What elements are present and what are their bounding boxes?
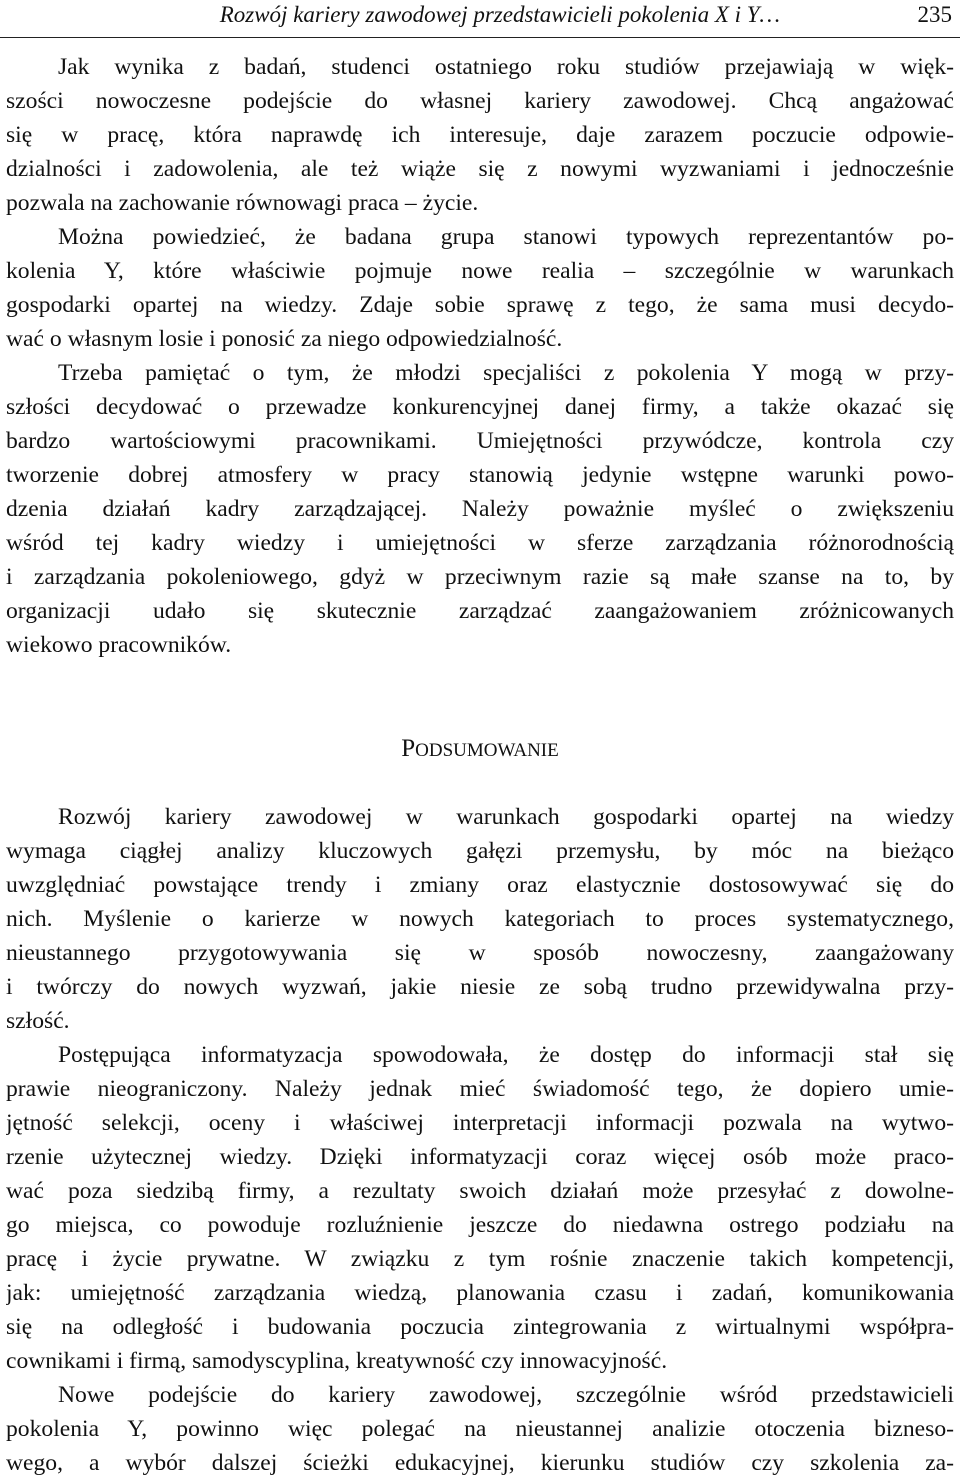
- text-line: i twórczy do nowych wyzwań, jakie niesie ze sobą trudno przewidywalna przy-: [6, 974, 954, 1000]
- text-line: się na odległość i budowania poczucia zintegrowania z wirtualnymi współpra-: [6, 1314, 954, 1340]
- text-line: wymaga ciągłej analizy kluczowych gałęzi przemysłu, by móc na bieżąco: [6, 838, 954, 864]
- text-line: prawie nieograniczony. Należy jednak mieć świadomość tego, że dopiero umie-: [6, 1076, 954, 1102]
- text-line: organizacji udało się skutecznie zarządzać zaangażowaniem zróżnicowanych: [6, 598, 954, 624]
- text-line: wać poza siedzibą firmy, a rezultaty swoich działań może przesyłać z dowolne-: [6, 1178, 954, 1204]
- running-header: [0, 0, 960, 38]
- text-line: szłości decydować o przewadze konkurencyjnej danej firmy, a także okazać się: [6, 394, 954, 420]
- body-text-top: [6, 50, 954, 662]
- running-title: Rozwój kariery zawodowej przedstawicieli pokolenia X i Y…: [219, 2, 780, 27]
- text-line: nieustannego przygotowywania się w sposób nowoczesny, zaangażowany: [6, 940, 954, 966]
- text-line: dzenia działań kadry zarządzającej. Należy poważnie myśleć o zwiększeniu: [6, 496, 954, 522]
- text-line: gospodarki opartej na wiedzy. Zdaje sobie sprawę z tego, że sama musi decydo-: [6, 292, 954, 318]
- text-line: tworzenie dobrej atmosfery w pracy stanowią jedynie wstępne warunki powo-: [6, 462, 954, 488]
- section-heading-initial: P: [401, 735, 416, 762]
- text-line: Nowe podejście do kariery zawodowej, szczególnie wśród przedstawicieli: [58, 1382, 954, 1408]
- text-line: pokolenia Y, powinno więc polegać na nieustannej analizie otoczenia bizneso-: [6, 1416, 954, 1442]
- text-line: się w pracę, która naprawdę ich interesuje, daje zarazem poczucie odpowie-: [6, 122, 954, 148]
- text-line: uwzględniać powstające trendy i zmiany oraz elastycznie dostosowywać się do: [6, 872, 954, 898]
- body-text-bottom: [6, 800, 954, 1480]
- section-heading-rest: ODSUMOWANIE: [415, 740, 559, 761]
- text-line: bardzo wartościowymi pracownikami. Umiejętności przywódcze, kontrola czy: [6, 428, 954, 454]
- text-line: i zarządzania pokoleniowego, gdyż w przeciwnym razie są małe szanse na to, by: [6, 564, 954, 590]
- text-line: Trzeba pamiętać o tym, że młodzi specjaliści z pokolenia Y mogą w przy-: [58, 360, 954, 386]
- section-heading: [0, 732, 960, 768]
- text-line: pozwala na zachowanie równowagi praca – życie.: [6, 190, 479, 216]
- text-line: wać o własnym losie i ponosić za niego odpowiedzialność.: [6, 326, 563, 352]
- text-line: pracę i życie prywatne. W związku z tym rośnie znaczenie takich kompetencji,: [6, 1246, 954, 1272]
- text-line: wiekowo pracowników.: [6, 632, 232, 658]
- text-line: cownikami i firmą, samodyscyplina, kreatywność czy innowacyjność.: [6, 1348, 668, 1374]
- text-line: szości nowoczesne podejście do własnej kariery zawodowej. Chcą angażować: [6, 88, 954, 114]
- text-line: Można powiedzieć, że badana grupa stanowi typowych reprezentantów po-: [58, 224, 954, 250]
- text-line: wśród tej kadry wiedzy i umiejętności w sferze zarządzania różnorodnością: [6, 530, 954, 556]
- text-line: jętność selekcji, oceny i właściwej interpretacji informacji pozwala na wytwo-: [6, 1110, 954, 1136]
- text-line: rzenie użytecznej wiedzy. Dzięki informatyzacji coraz więcej osób może praco-: [6, 1144, 954, 1170]
- text-line: kolenia Y, które właściwie pojmuje nowe realia – szczególnie w warunkach: [6, 258, 954, 284]
- text-line: dzialności i zadowolenia, ale też wiąże się z nowymi wyzwaniami i jednocześnie: [6, 156, 954, 182]
- text-line: nich. Myślenie o karierze w nowych kategoriach to proces systematycznego,: [6, 906, 954, 932]
- text-line: Rozwój kariery zawodowej w warunkach gospodarki opartej na wiedzy: [58, 804, 954, 830]
- text-line: wego, a wybór dalszej ścieżki edukacyjnej, kierunku studiów czy szkolenia za-: [6, 1450, 954, 1476]
- text-line: go miejsca, co powoduje rozluźnienie jeszcze do niedawna ostrego podziału na: [6, 1212, 954, 1238]
- text-line: jak: umiejętność zarządzania wiedzą, planowania czasu i zadań, komunikowania: [6, 1280, 954, 1306]
- text-line: szłość.: [6, 1008, 70, 1034]
- page-number: 235: [917, 2, 952, 27]
- text-line: Postępująca informatyzacja spowodowała, że dostęp do informacji stał się: [58, 1042, 954, 1068]
- text-line: Jak wynika z badań, studenci ostatniego roku studiów przejawiają w więk-: [58, 54, 954, 80]
